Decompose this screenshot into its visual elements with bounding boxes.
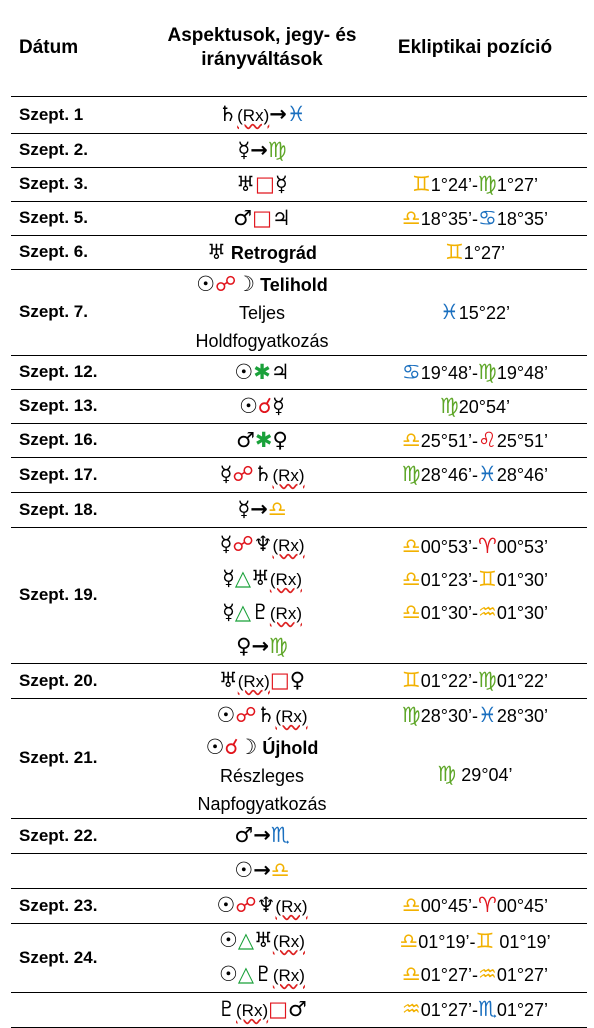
row-position: [363, 527, 587, 663]
mars-icon: ♂: [233, 205, 253, 230]
aspect-note: Teljes: [238, 302, 286, 323]
virgo-icon: ♍: [439, 393, 459, 418]
retrograde-label: (Rx): [272, 965, 305, 985]
table-row: [11, 201, 587, 235]
libra-icon: ♎: [399, 928, 419, 953]
row-position: [363, 269, 587, 355]
saturn-icon: ♄: [256, 702, 276, 727]
row-position: [363, 235, 587, 269]
position-value: 01°27’: [496, 1000, 549, 1020]
row-aspect: [161, 992, 363, 1027]
table-row: [11, 389, 587, 423]
position-value: 18°35’-: [420, 208, 478, 229]
conjunction-icon: ☌: [224, 734, 239, 759]
table-row: [11, 853, 587, 888]
position-value: 25°51’-: [420, 430, 478, 451]
arrow-icon: →: [250, 497, 268, 521]
retrograde-label: (Rx): [272, 931, 305, 951]
row-date: Szept. 1: [11, 96, 161, 133]
pluto-icon: ♇: [217, 996, 237, 1021]
position-value: 00°45’: [496, 896, 549, 916]
arrow-icon: →: [269, 101, 287, 126]
sun-icon: ☉: [219, 927, 238, 952]
virgo-icon: ♍: [477, 359, 497, 384]
table-row: [11, 457, 587, 492]
row-date: Szept. 20.: [11, 663, 161, 698]
position-value: 00°53’-: [420, 536, 478, 557]
row-date: Szept. 12.: [11, 355, 161, 389]
arrow-icon: →: [251, 633, 270, 658]
row-position: [363, 698, 587, 818]
row-position: [363, 888, 587, 923]
uranus-icon: ♅: [207, 239, 226, 264]
position-value: 01°27’-: [420, 1000, 478, 1020]
square-icon: □: [268, 996, 288, 1021]
mars-icon: ♂: [287, 996, 307, 1021]
jupiter-icon: ♃: [270, 359, 290, 384]
row-position: [363, 201, 587, 235]
gemini-icon: ♊: [475, 928, 495, 953]
sun-icon: ☉: [234, 359, 254, 384]
table-row: [11, 167, 587, 201]
position-value: 01°22’: [496, 671, 549, 691]
aquarius-icon: ♒: [477, 599, 497, 624]
libra-icon: ♎: [401, 205, 421, 230]
row-aspect: [161, 355, 363, 389]
row-date: Szept. 3.: [11, 167, 161, 201]
retrograde-label: (Rx): [272, 535, 305, 555]
sextile-icon: ✱: [253, 359, 271, 384]
cancer-icon: ♋: [401, 359, 421, 384]
position-value: 28°46’: [496, 465, 549, 485]
header-position: Ekliptikai pozíció: [397, 36, 553, 58]
retrograde-label: (Rx): [236, 1000, 269, 1020]
mercury-icon: ☿: [272, 393, 285, 418]
virgo-icon: ♍: [267, 137, 287, 162]
libra-icon: ♎: [401, 961, 421, 986]
table-row: [11, 818, 587, 853]
venus-icon: ♀: [289, 667, 306, 692]
pisces-icon: ♓: [286, 101, 306, 126]
gemini-icon: ♊: [444, 239, 464, 264]
virgo-icon: ♍: [477, 668, 497, 692]
position-value: 01°19’: [499, 931, 551, 952]
arrow-icon: →: [253, 858, 271, 882]
row-aspect: [161, 457, 363, 492]
mercury-icon: ☿: [222, 599, 235, 624]
trine-icon: △: [234, 565, 252, 590]
retrograde-label: (Rx): [275, 896, 308, 916]
pisces-icon: ♓: [439, 299, 459, 324]
libra-icon: ♎: [401, 599, 421, 624]
opposition-icon: ☍: [232, 461, 254, 486]
position-value: 29°04’: [461, 765, 513, 785]
opposition-icon: ☍: [235, 892, 257, 917]
opposition-icon: ☍: [215, 271, 237, 296]
position-value: 01°30’: [496, 569, 549, 590]
uranus-icon: ♅: [254, 927, 273, 952]
gemini-icon: ♊: [411, 171, 431, 196]
sun-icon: ☉: [216, 702, 236, 727]
row-date: [11, 853, 161, 888]
row-date: Szept. 6.: [11, 235, 161, 269]
table-row: [11, 992, 587, 1027]
row-position: [363, 96, 587, 133]
trine-icon: △: [234, 599, 252, 624]
table-row: [11, 269, 587, 355]
virgo-icon: ♍: [401, 462, 421, 486]
row-date: Szept. 23.: [11, 888, 161, 923]
table-row: [11, 698, 587, 818]
aspect-note: Retrográd: [230, 242, 317, 263]
sun-icon: ☉: [219, 961, 238, 986]
row-position: [363, 389, 587, 423]
sun-icon: ☉: [216, 892, 236, 917]
row-position: [363, 853, 587, 888]
row-aspect: [161, 167, 363, 201]
retrograde-label: (Rx): [272, 465, 305, 485]
position-value: 01°23’-: [420, 569, 478, 590]
row-date: Szept. 7.: [11, 269, 161, 355]
venus-icon: ♀: [272, 427, 288, 452]
row-aspect: [161, 698, 363, 818]
libra-icon: ♎: [401, 893, 421, 917]
ephemeris-table: [11, 0, 587, 1028]
table-row: [11, 888, 587, 923]
header-aspects: Aspektusok, jegy- és irányváltások: [167, 24, 357, 70]
row-date: Szept. 21.: [11, 698, 161, 818]
uranus-icon: ♅: [236, 171, 256, 196]
virgo-icon: ♍: [269, 633, 288, 658]
position-value: 28°30’: [496, 706, 549, 726]
scorpio-icon: ♏: [270, 823, 290, 847]
row-date: Szept. 2.: [11, 133, 161, 167]
header-row: [11, 0, 587, 96]
opposition-icon: ☍: [235, 702, 257, 727]
table-row: [11, 133, 587, 167]
saturn-icon: ♄: [218, 101, 238, 126]
row-aspect: [161, 269, 363, 355]
square-icon: □: [252, 205, 272, 230]
mars-icon: ♂: [236, 427, 255, 452]
row-aspect: [161, 235, 363, 269]
row-date: Szept. 19.: [11, 527, 161, 663]
pisces-icon: ♓: [477, 462, 497, 486]
position-value: 01°30’: [496, 602, 549, 623]
neptune-icon: ♆: [256, 892, 276, 917]
mercury-icon: ☿: [219, 531, 233, 556]
libra-icon: ♎: [401, 533, 421, 558]
ephemeris-table-container: [11, 0, 587, 1028]
row-position: [363, 923, 587, 992]
row-aspect: [161, 888, 363, 923]
cancer-icon: ♋: [477, 205, 497, 230]
row-aspect: [161, 133, 363, 167]
row-aspect: [161, 389, 363, 423]
pluto-icon: ♇: [254, 961, 273, 986]
position-value: 1°24’-: [430, 174, 478, 195]
retrograde-label: (Rx): [269, 569, 302, 589]
retrograde-label: (Rx): [275, 706, 308, 726]
row-date: Szept. 18.: [11, 492, 161, 527]
mercury-icon: ☿: [222, 565, 235, 590]
position-value: 18°35’: [496, 208, 549, 229]
sun-icon: ☉: [196, 271, 216, 296]
libra-icon: ♎: [270, 858, 290, 882]
aspect-note: Holdfogyatkozás: [195, 330, 329, 351]
row-position: [363, 457, 587, 492]
row-aspect: [161, 853, 363, 888]
mars-icon: ♂: [234, 823, 254, 847]
row-aspect: [161, 423, 363, 457]
row-aspect: [161, 201, 363, 235]
libra-icon: ♎: [401, 566, 421, 591]
saturn-icon: ♄: [253, 461, 273, 486]
square-icon: □: [255, 171, 275, 196]
moon-icon: ☽: [238, 734, 258, 759]
row-position: [363, 663, 587, 698]
table-row: [11, 923, 587, 992]
arrow-icon: →: [253, 823, 271, 847]
gemini-icon: ♊: [477, 566, 497, 591]
virgo-icon: ♍: [401, 703, 421, 727]
virgo-icon: ♍: [437, 762, 457, 786]
mercury-icon: ☿: [219, 461, 233, 486]
retrograde-label: (Rx): [269, 603, 302, 623]
uranus-icon: ♅: [251, 565, 270, 590]
retrograde-label: (Rx): [237, 671, 270, 691]
position-value: 01°22’-: [420, 671, 478, 691]
position-value: 19°48’-: [420, 362, 478, 383]
moon-icon: ☽: [236, 271, 256, 296]
aspect-note: Telihold: [260, 274, 328, 295]
position-value: 01°30’-: [420, 602, 478, 623]
retrograde-label: (Rx): [237, 105, 270, 125]
row-date: [11, 992, 161, 1027]
row-position: [363, 167, 587, 201]
row-date: Szept. 13.: [11, 389, 161, 423]
leo-icon: ♌: [477, 427, 497, 452]
row-date: Szept. 16.: [11, 423, 161, 457]
pisces-icon: ♓: [477, 703, 497, 727]
sun-icon: ☉: [205, 734, 225, 759]
row-position: [363, 355, 587, 389]
row-aspect: [161, 923, 363, 992]
header-date: Dátum: [19, 36, 79, 58]
mercury-icon: ☿: [237, 497, 251, 521]
neptune-icon: ♆: [253, 531, 273, 556]
position-value: 28°46’-: [420, 465, 478, 485]
position-value: 01°27’-: [420, 964, 478, 985]
aries-icon: ♈: [477, 533, 497, 558]
row-aspect: [161, 527, 363, 663]
sun-icon: ☉: [239, 393, 258, 418]
venus-icon: ♀: [236, 633, 252, 658]
arrow-icon: →: [250, 137, 268, 162]
table-row: [11, 423, 587, 457]
table-row: [11, 527, 587, 663]
mercury-icon: ☿: [237, 137, 251, 162]
aquarius-icon: ♒: [401, 997, 421, 1021]
virgo-icon: ♍: [478, 171, 497, 196]
libra-icon: ♎: [401, 427, 421, 452]
uranus-icon: ♅: [218, 667, 238, 692]
row-position: [363, 992, 587, 1027]
aspect-note: Újhold: [262, 737, 319, 758]
square-icon: □: [269, 667, 290, 692]
table-row: [11, 355, 587, 389]
conjunction-icon: ☌: [257, 393, 273, 418]
row-position: [363, 492, 587, 527]
position-value: 15°22’: [458, 302, 511, 323]
sextile-icon: ✱: [254, 427, 273, 452]
libra-icon: ♎: [267, 497, 287, 521]
aquarius-icon: ♒: [477, 961, 497, 986]
table-row: [11, 235, 587, 269]
aries-icon: ♈: [477, 893, 497, 917]
position-value: 25°51’: [496, 430, 549, 451]
mercury-icon: ☿: [274, 171, 288, 196]
sun-icon: ☉: [234, 858, 254, 882]
table-row: [11, 492, 587, 527]
row-date: Szept. 24.: [11, 923, 161, 992]
row-date: Szept. 22.: [11, 818, 161, 853]
trine-icon: △: [237, 961, 255, 986]
aspect-note: Napfogyatkozás: [197, 793, 327, 814]
trine-icon: △: [237, 927, 255, 952]
position-value: 00°45’-: [420, 896, 478, 916]
row-aspect: [161, 492, 363, 527]
row-position: [363, 423, 587, 457]
position-value: 00°53’: [496, 536, 549, 557]
row-date: Szept. 17.: [11, 457, 161, 492]
row-aspect: [161, 818, 363, 853]
position-value: 1°27’: [463, 242, 506, 263]
position-value: 1°27’: [496, 174, 539, 195]
row-position: [363, 133, 587, 167]
row-position: [363, 818, 587, 853]
position-value: 01°27’: [496, 964, 549, 985]
table-row: [11, 96, 587, 133]
position-value: 20°54’: [458, 396, 511, 417]
row-date: Szept. 5.: [11, 201, 161, 235]
position-value: 01°19’-: [418, 931, 476, 952]
position-value: 19°48’: [496, 362, 549, 383]
jupiter-icon: ♃: [271, 205, 291, 230]
opposition-icon: ☍: [232, 531, 254, 556]
aspect-note: Részleges: [219, 765, 305, 786]
table-row: [11, 663, 587, 698]
position-value: 28°30’-: [420, 706, 478, 726]
pluto-icon: ♇: [251, 599, 270, 624]
scorpio-icon: ♏: [477, 997, 497, 1021]
row-aspect: [161, 96, 363, 133]
gemini-icon: ♊: [401, 668, 421, 692]
row-aspect: [161, 663, 363, 698]
